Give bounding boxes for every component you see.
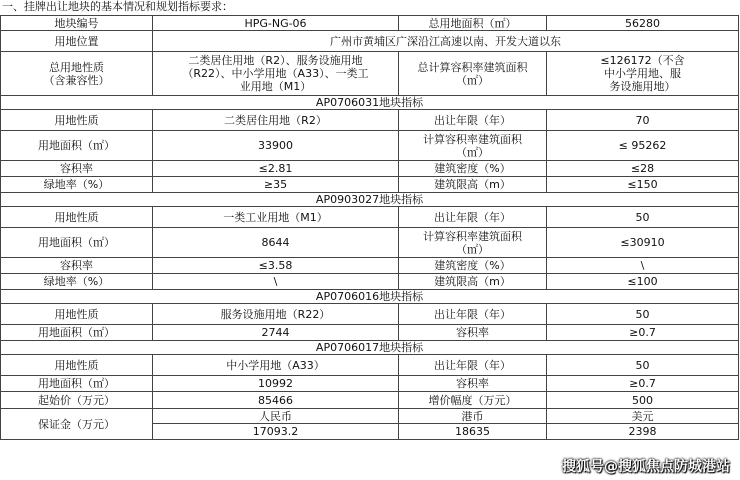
table-row <box>1 52 739 96</box>
field-label: 总计算容积率建筑面积 （㎡） <box>399 52 547 96</box>
field-label: 起始价（万元） <box>1 392 153 409</box>
field-value: 2744 <box>153 325 399 341</box>
field-label: 用地性质 <box>1 355 153 376</box>
field-label: 建筑限高（m） <box>399 274 547 290</box>
field-label: 出让年限（年） <box>399 207 547 228</box>
deposit-amount: 17093.2 <box>153 424 399 440</box>
field-value: 服务设施用地（R22） <box>153 304 399 325</box>
field-label: 建筑密度（%） <box>399 161 547 177</box>
field-value: 33900 <box>153 131 399 161</box>
field-label: 容积率 <box>1 161 153 177</box>
field-value: 70 <box>547 110 739 131</box>
field-label: 绿地率（%） <box>1 177 153 193</box>
field-value: ≥35 <box>153 177 399 193</box>
field-label: 用地面积（㎡） <box>1 131 153 161</box>
table-row <box>1 274 739 290</box>
page-heading: 一、挂牌出让地块的基本情况和规划指标要求： <box>2 0 233 13</box>
field-value: ≤28 <box>547 161 739 177</box>
field-label: 建筑限高（m） <box>399 177 547 193</box>
field-label: 用地面积（㎡） <box>1 325 153 341</box>
field-value: 500 <box>547 392 739 409</box>
table-row <box>1 161 739 177</box>
field-label: 用地性质 <box>1 110 153 131</box>
field-label: 计算容积率建筑面积 （㎡） <box>399 228 547 258</box>
field-value: 10992 <box>153 376 399 392</box>
field-value: \ <box>153 274 399 290</box>
field-value: 85466 <box>153 392 399 409</box>
field-label: 用地面积（㎡） <box>1 376 153 392</box>
currency-label: 美元 <box>547 409 739 424</box>
table-row <box>1 304 739 325</box>
table-row <box>1 325 739 341</box>
table-row <box>1 31 739 52</box>
field-label: 用地位置 <box>1 31 153 52</box>
table-row <box>1 376 739 392</box>
table-row <box>1 228 739 258</box>
currency-label: 港币 <box>399 409 547 424</box>
field-value: ≤ 95262 <box>547 131 739 161</box>
field-label: 用地性质 <box>1 304 153 325</box>
table-row <box>1 258 739 274</box>
section-header: AP0903027地块指标 <box>1 193 739 207</box>
field-value: ≤3.58 <box>153 258 399 274</box>
table-row <box>1 177 739 193</box>
field-value: ≥0.7 <box>547 325 739 341</box>
field-value: ≤100 <box>547 274 739 290</box>
field-value: 50 <box>547 304 739 325</box>
currency-label: 人民币 <box>153 409 399 424</box>
field-value: ≥0.7 <box>547 376 739 392</box>
field-label: 建筑密度（%） <box>399 258 547 274</box>
field-label: 出让年限（年） <box>399 355 547 376</box>
field-value: 56280 <box>547 16 739 31</box>
table-row <box>1 96 739 110</box>
section-header: AP0706031地块指标 <box>1 96 739 110</box>
field-value: ≤150 <box>547 177 739 193</box>
field-value: ≤30910 <box>547 228 739 258</box>
table-row <box>1 290 739 304</box>
field-label: 用地面积（㎡） <box>1 228 153 258</box>
field-value: 50 <box>547 207 739 228</box>
field-value: HPG-NG-06 <box>153 16 399 31</box>
table-row <box>1 16 739 31</box>
section-header: AP0706017地块指标 <box>1 341 739 355</box>
field-label: 保证金（万元） <box>1 409 153 440</box>
field-label: 容积率 <box>399 325 547 341</box>
field-label: 容积率 <box>1 258 153 274</box>
section-header: AP0706016地块指标 <box>1 290 739 304</box>
table-row <box>1 341 739 355</box>
field-value: 50 <box>547 355 739 376</box>
field-value: ≤2.81 <box>153 161 399 177</box>
field-label: 总用地性质 （含兼容性） <box>1 52 153 96</box>
table-row <box>1 193 739 207</box>
field-label: 用地性质 <box>1 207 153 228</box>
table-row <box>1 392 739 409</box>
field-label: 总用地面积（㎡） <box>399 16 547 31</box>
watermark: 搜狐号@搜狐焦点防城港站 <box>562 459 730 475</box>
field-value: ≤126172（不含 中小学用地、服 务设施用地） <box>547 52 739 96</box>
table-row <box>1 207 739 228</box>
land-info-table <box>0 15 739 440</box>
table-row <box>1 110 739 131</box>
field-label: 计算容积率建筑面积 （㎡） <box>399 131 547 161</box>
field-label: 绿地率（%） <box>1 274 153 290</box>
table-row <box>1 131 739 161</box>
field-value: \ <box>547 258 739 274</box>
field-value: 8644 <box>153 228 399 258</box>
field-label: 地块编号 <box>1 16 153 31</box>
deposit-amount: 2398 <box>547 424 739 440</box>
table-row <box>1 355 739 376</box>
field-value: 二类居住用地（R2） <box>153 110 399 131</box>
field-label: 出让年限（年） <box>399 304 547 325</box>
field-value: 一类工业用地（M1） <box>153 207 399 228</box>
deposit-amount: 18635 <box>399 424 547 440</box>
table-row <box>1 409 739 424</box>
field-label: 出让年限（年） <box>399 110 547 131</box>
field-value: 中小学用地（A33） <box>153 355 399 376</box>
field-value: 广州市黄埔区广深沿江高速以南、开发大道以东 <box>153 31 739 52</box>
field-label: 容积率 <box>399 376 547 392</box>
field-label: 增价幅度（万元） <box>399 392 547 409</box>
field-value: 二类居住用地（R2）、服务设施用地 （R22）、中小学用地（A33）、一类工 业用地（M1） <box>153 52 399 96</box>
